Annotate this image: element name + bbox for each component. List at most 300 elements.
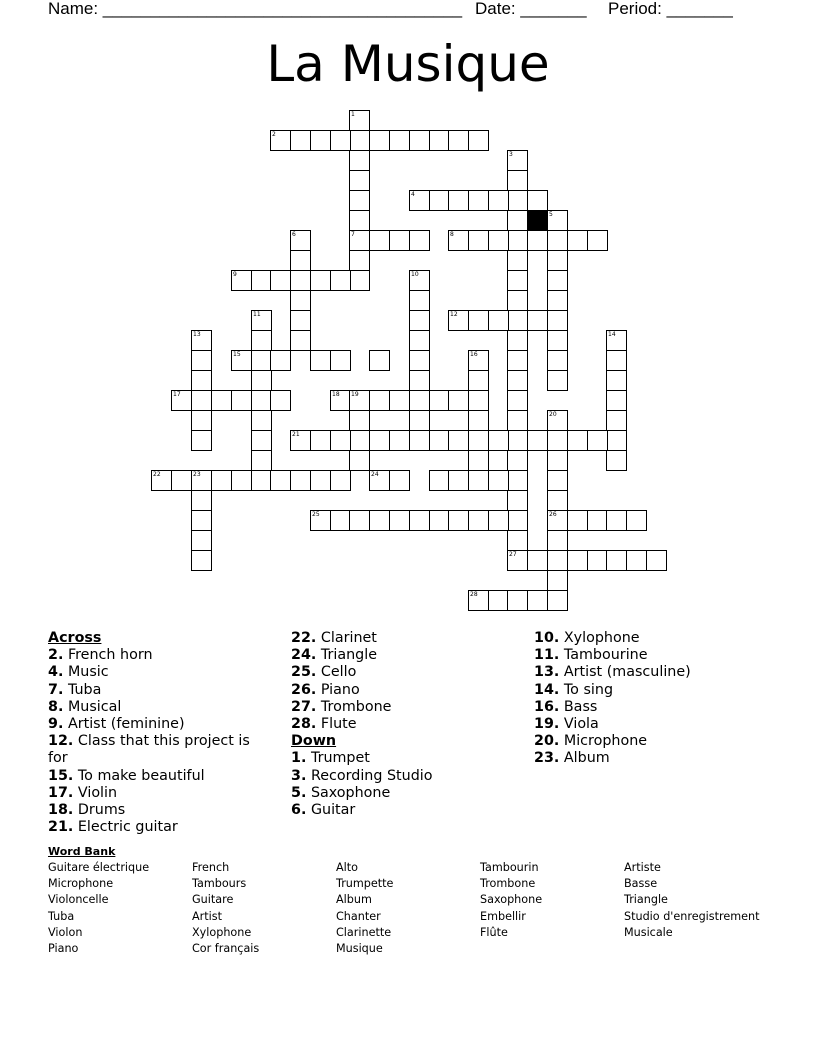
crossword-cell[interactable]	[507, 550, 528, 571]
crossword-cell[interactable]	[606, 390, 627, 411]
clue-number: 15	[233, 351, 241, 358]
crossword-cell[interactable]	[349, 250, 370, 271]
crossword-cell[interactable]	[547, 410, 568, 431]
crossword-cell[interactable]	[389, 510, 410, 531]
crossword-cell[interactable]	[290, 270, 311, 291]
crossword-cell[interactable]	[547, 570, 568, 591]
crossword-cell[interactable]	[606, 450, 627, 471]
crossword-cell[interactable]	[547, 290, 568, 311]
crossword-cell[interactable]	[330, 390, 351, 411]
crossword-cell[interactable]	[547, 430, 568, 451]
crossword-cell[interactable]	[468, 590, 489, 611]
crossword-cell[interactable]	[270, 130, 291, 151]
word-bank-item: Cor français	[192, 942, 260, 956]
word-bank-item: Studio d'enregistrement	[624, 909, 760, 923]
clue-number: 5.	[291, 784, 307, 801]
clue-number: 16.	[534, 698, 560, 715]
crossword-cell[interactable]	[409, 270, 430, 291]
crossword-cell[interactable]	[507, 370, 528, 391]
crossword-cell[interactable]	[488, 590, 509, 611]
crossword-cell[interactable]	[191, 430, 212, 451]
clue-number: 6.	[291, 802, 307, 819]
crossword-cell[interactable]	[547, 310, 568, 331]
word-bank-item: Clarinette	[336, 925, 392, 939]
word-bank-item: Triangle	[624, 893, 668, 907]
crossword-cell[interactable]	[527, 230, 548, 251]
crossword-cell[interactable]	[310, 350, 331, 371]
crossword-cell[interactable]	[448, 130, 469, 151]
crossword-cell[interactable]	[330, 470, 351, 491]
crossword-cell[interactable]	[389, 230, 410, 251]
crossword-cell[interactable]	[389, 390, 410, 411]
crossword-cell[interactable]	[290, 130, 311, 151]
crossword-cell[interactable]	[270, 390, 291, 411]
crossword-cell[interactable]	[488, 510, 509, 531]
crossword-cell[interactable]	[448, 430, 469, 451]
crossword-cell[interactable]	[231, 470, 252, 491]
crossword-cell[interactable]	[231, 350, 252, 371]
word-bank-item: Violoncelle	[48, 893, 109, 907]
crossword-cell[interactable]	[409, 190, 430, 211]
crossword-cell[interactable]	[448, 230, 469, 251]
clue-item	[291, 664, 511, 681]
crossword-cell[interactable]	[507, 470, 528, 491]
crossword-cell[interactable]	[488, 230, 509, 251]
clue-item	[48, 819, 273, 836]
crossword-cell[interactable]	[251, 330, 272, 351]
crossword-cell[interactable]	[606, 370, 627, 391]
crossword-cell[interactable]	[606, 410, 627, 431]
crossword-cell[interactable]	[369, 130, 390, 151]
crossword-cell[interactable]	[468, 370, 489, 391]
crossword-cell[interactable]	[349, 110, 370, 131]
crossword-cell[interactable]	[409, 350, 430, 371]
crossword-cell[interactable]	[507, 390, 528, 411]
crossword-cell[interactable]	[547, 370, 568, 391]
crossword-cell[interactable]	[409, 230, 430, 251]
clue-item	[48, 733, 273, 767]
clue-number: 10.	[534, 630, 560, 646]
name-field[interactable]: Name: ______________________________________	[48, 0, 463, 18]
crossword-cell[interactable]	[409, 130, 430, 151]
crossword-cell[interactable]	[527, 310, 548, 331]
crossword-cell[interactable]	[606, 350, 627, 371]
crossword-cell[interactable]	[191, 510, 212, 531]
crossword-cell[interactable]	[468, 390, 489, 411]
clues-column-3	[534, 630, 764, 768]
clue-text: Musical	[67, 698, 122, 715]
clue-text: Artist (masculine)	[563, 664, 691, 681]
clue-number: 20.	[534, 733, 560, 750]
crossword-cell[interactable]	[547, 250, 568, 271]
crossword-cell[interactable]	[290, 310, 311, 331]
crossword-cell[interactable]	[468, 470, 489, 491]
crossword-cell[interactable]	[389, 430, 410, 451]
crossword-cell[interactable]	[527, 430, 548, 451]
clue-text: Tambourine	[563, 647, 648, 664]
clue-item	[291, 630, 511, 647]
crossword-cell[interactable]	[389, 130, 410, 151]
clue-number: 9.	[48, 716, 64, 733]
crossword-cell[interactable]	[547, 270, 568, 291]
crossword-cell[interactable]	[349, 410, 370, 431]
crossword-cell[interactable]	[547, 470, 568, 491]
clue-number: 13	[193, 331, 201, 338]
clue-text: Artist (feminine)	[67, 716, 185, 733]
crossword-cell[interactable]	[488, 430, 509, 451]
crossword-cell[interactable]	[429, 470, 450, 491]
crossword-cell[interactable]	[547, 550, 568, 571]
crossword-cell[interactable]	[547, 450, 568, 471]
clue-text: Viola	[563, 716, 599, 733]
crossword-cell[interactable]	[429, 430, 450, 451]
crossword-cell[interactable]	[507, 250, 528, 271]
crossword-cell[interactable]	[349, 190, 370, 211]
crossword-cell[interactable]	[349, 270, 370, 291]
clue-number: 20	[549, 411, 557, 418]
crossword-cell[interactable]	[507, 150, 528, 171]
down-heading: Down	[291, 733, 337, 750]
clue-number: 2	[272, 131, 276, 138]
crossword-cell[interactable]	[270, 350, 291, 371]
word-bank-column	[48, 860, 188, 957]
crossword-cell[interactable]	[290, 430, 311, 451]
crossword-cell[interactable]	[409, 290, 430, 311]
clue-item	[291, 647, 511, 664]
crossword-cell[interactable]	[349, 230, 370, 251]
clue-number: 14	[608, 331, 616, 338]
crossword-cell[interactable]	[409, 430, 430, 451]
clue-text: Drums	[77, 802, 126, 819]
clue-number: 8.	[48, 698, 64, 715]
crossword-cell[interactable]	[191, 350, 212, 371]
crossword-cell[interactable]	[330, 130, 351, 151]
word-bank-item: Guitare électrique	[48, 861, 150, 874]
crossword-cell[interactable]	[507, 290, 528, 311]
clue-number: 28	[470, 591, 478, 598]
clue-number: 13.	[534, 664, 560, 681]
word-bank-item: Tambours	[192, 877, 247, 891]
crossword-cell[interactable]	[409, 390, 430, 411]
crossword-cell[interactable]	[606, 510, 627, 531]
crossword-cell[interactable]	[448, 390, 469, 411]
clue-number: 9	[233, 271, 237, 278]
clue-text: Guitar	[310, 802, 356, 819]
crossword-cell[interactable]	[349, 430, 370, 451]
word-bank-item: Chanter	[336, 909, 381, 923]
crossword-cell[interactable]	[527, 550, 548, 571]
word-bank-column	[480, 860, 620, 941]
clue-number: 1	[351, 111, 355, 118]
crossword-cell[interactable]	[507, 230, 528, 251]
crossword-cell[interactable]	[429, 390, 450, 411]
crossword-cell[interactable]	[310, 430, 331, 451]
clue-number: 5	[549, 211, 553, 218]
word-bank-item: Tambourin	[480, 861, 539, 874]
crossword-cell[interactable]	[547, 530, 568, 551]
crossword-cell[interactable]	[270, 270, 291, 291]
crossword-cell[interactable]	[507, 270, 528, 291]
crossword-cell[interactable]	[488, 310, 509, 331]
crossword-cell[interactable]	[330, 510, 351, 531]
crossword-cell[interactable]	[507, 330, 528, 351]
crossword-cell[interactable]	[409, 310, 430, 331]
crossword-cell[interactable]	[171, 390, 192, 411]
crossword-cell[interactable]	[567, 230, 588, 251]
crossword-cell[interactable]	[448, 510, 469, 531]
crossword-cell[interactable]	[606, 550, 627, 571]
crossword-cell[interactable]	[507, 210, 528, 231]
clue-item	[534, 682, 764, 699]
crossword-cell[interactable]	[290, 330, 311, 351]
clue-item	[534, 647, 764, 664]
word-bank-item: Guitare	[192, 893, 234, 907]
clue-number: 27	[509, 551, 517, 558]
crossword-cell[interactable]	[567, 430, 588, 451]
clue-text: Tuba	[67, 681, 102, 698]
crossword-cell[interactable]	[587, 230, 608, 251]
crossword-cell[interactable]	[349, 170, 370, 191]
crossword-cell[interactable]	[448, 310, 469, 331]
crossword-cell[interactable]	[151, 470, 172, 491]
clue-number: 12.	[48, 733, 74, 750]
crossword-cell[interactable]	[429, 190, 450, 211]
crossword-cell[interactable]	[527, 190, 548, 211]
word-bank-heading: Word Bank	[48, 845, 116, 858]
word-bank-column	[192, 860, 332, 957]
crossword-cell[interactable]	[448, 470, 469, 491]
crossword-cell[interactable]	[587, 550, 608, 571]
crossword-cell[interactable]	[507, 450, 528, 471]
clue-text: Piano	[320, 681, 360, 698]
clue-text: Album	[563, 750, 610, 767]
crossword-cell[interactable]	[369, 510, 390, 531]
crossword-cell[interactable]	[251, 410, 272, 431]
word-bank-item: Musicale	[624, 925, 673, 939]
crossword-cell[interactable]	[468, 310, 489, 331]
clue-number: 1.	[291, 750, 307, 767]
date-field[interactable]: Date: _______	[475, 0, 587, 18]
crossword-cell[interactable]	[547, 590, 568, 611]
down-clue-list	[291, 750, 511, 819]
crossword-cell[interactable]	[468, 450, 489, 471]
crossword-cell[interactable]	[547, 230, 568, 251]
crossword-cell[interactable]	[191, 470, 212, 491]
crossword-cell[interactable]	[369, 430, 390, 451]
crossword-cell[interactable]	[429, 130, 450, 151]
crossword-cell[interactable]	[567, 550, 588, 571]
crossword-cell[interactable]	[409, 330, 430, 351]
crossword-cell[interactable]	[251, 450, 272, 471]
crossword-cell[interactable]	[409, 410, 430, 431]
crossword-cell[interactable]	[290, 470, 311, 491]
crossword-cell[interactable]	[191, 550, 212, 571]
clue-item	[291, 785, 511, 802]
across-clue-list-continued	[291, 630, 511, 733]
clue-item	[534, 733, 764, 750]
crossword-cell[interactable]	[349, 130, 370, 151]
clue-number: 17.	[48, 784, 74, 801]
crossword-cell[interactable]	[429, 510, 450, 531]
clue-item	[291, 802, 511, 819]
crossword-cell[interactable]	[349, 450, 370, 471]
crossword-cell[interactable]	[507, 410, 528, 431]
crossword-cell[interactable]	[211, 390, 232, 411]
crossword-cell[interactable]	[310, 130, 331, 151]
clue-number: 19.	[534, 716, 560, 733]
crossword-cell[interactable]	[231, 270, 252, 291]
crossword-cell[interactable]	[507, 590, 528, 611]
period-field[interactable]: Period: _______	[608, 0, 733, 18]
crossword-cell[interactable]	[231, 390, 252, 411]
across-clue-list	[48, 647, 273, 836]
crossword-cell[interactable]	[606, 330, 627, 351]
crossword-cell[interactable]	[310, 270, 331, 291]
clue-number: 8	[450, 231, 454, 238]
crossword-cell[interactable]	[409, 510, 430, 531]
crossword-cell[interactable]	[270, 470, 291, 491]
clues-column-2	[291, 630, 511, 819]
clue-number: 7	[351, 231, 355, 238]
clue-number: 24	[371, 471, 379, 478]
crossword-cell[interactable]	[310, 510, 331, 531]
clue-number: 2.	[48, 647, 64, 664]
clue-item	[48, 802, 273, 819]
crossword-cell[interactable]	[290, 230, 311, 251]
clue-number: 23.	[534, 750, 560, 767]
crossword-cell[interactable]	[626, 510, 647, 531]
crossword-cell[interactable]	[587, 510, 608, 531]
crossword-cell[interactable]	[191, 410, 212, 431]
crossword-cell[interactable]	[547, 490, 568, 511]
across-heading: Across	[48, 630, 102, 646]
clue-text: Microphone	[563, 733, 648, 750]
clue-text: Xylophone	[563, 630, 640, 646]
clue-item	[534, 630, 764, 647]
crossword-cell[interactable]	[389, 470, 410, 491]
crossword-cell[interactable]	[251, 470, 272, 491]
crossword-cell[interactable]	[547, 210, 568, 231]
clues-column-1	[48, 630, 273, 836]
crossword-cell[interactable]	[547, 510, 568, 531]
crossword-cell[interactable]	[488, 190, 509, 211]
clue-item	[534, 716, 764, 733]
clue-text: Recording Studio	[310, 767, 433, 784]
crossword-cell[interactable]	[587, 430, 608, 451]
word-bank-item: Artiste	[624, 861, 661, 874]
clue-number: 18	[332, 391, 340, 398]
crossword-cell[interactable]	[251, 350, 272, 371]
clue-text: Music	[67, 664, 109, 681]
crossword-cell[interactable]	[507, 170, 528, 191]
crossword-cell[interactable]	[507, 430, 528, 451]
crossword-cell[interactable]	[468, 350, 489, 371]
crossword-cell[interactable]	[606, 430, 627, 451]
crossword-cell[interactable]	[468, 230, 489, 251]
crossword-cell[interactable]	[468, 510, 489, 531]
crossword-cell[interactable]	[330, 350, 351, 371]
page-title: La Musique	[266, 35, 550, 93]
crossword-cell[interactable]	[349, 150, 370, 171]
crossword-cell[interactable]	[191, 330, 212, 351]
crossword-cell[interactable]	[369, 350, 390, 371]
clue-item	[291, 682, 511, 699]
clue-item	[291, 716, 511, 733]
crossword-cell[interactable]	[507, 510, 528, 531]
crossword-cell[interactable]	[646, 550, 667, 571]
clue-number: 23	[193, 471, 201, 478]
crossword-cell[interactable]	[507, 350, 528, 371]
clue-item	[48, 647, 273, 664]
crossword-cell[interactable]	[290, 290, 311, 311]
crossword-cell[interactable]	[191, 530, 212, 551]
crossword-cell[interactable]	[211, 470, 232, 491]
crossword-cell[interactable]	[507, 490, 528, 511]
crossword-cell[interactable]	[310, 470, 331, 491]
crossword-cell[interactable]	[468, 410, 489, 431]
word-bank-item: Violon	[48, 925, 83, 939]
crossword-cell[interactable]	[369, 390, 390, 411]
word-bank-item: Alto	[336, 861, 358, 874]
crossword-cell[interactable]	[468, 130, 489, 151]
clue-item	[291, 699, 511, 716]
crossword-cell[interactable]	[251, 390, 272, 411]
crossword-cell[interactable]	[251, 270, 272, 291]
crossword-cell[interactable]	[251, 310, 272, 331]
crossword-cell[interactable]	[567, 510, 588, 531]
clue-number: 21.	[48, 819, 74, 836]
crossword-cell[interactable]	[251, 430, 272, 451]
crossword-cell[interactable]	[330, 430, 351, 451]
crossword-cell[interactable]	[191, 370, 212, 391]
clue-number: 18.	[48, 802, 74, 819]
crossword-cell[interactable]	[448, 190, 469, 211]
crossword-cell[interactable]	[527, 590, 548, 611]
crossword-cell[interactable]	[191, 390, 212, 411]
crossword-cell[interactable]	[349, 390, 370, 411]
crossword-cell[interactable]	[251, 370, 272, 391]
crossword-cell[interactable]	[191, 490, 212, 511]
crossword-cell[interactable]	[507, 310, 528, 331]
crossword-cell[interactable]	[171, 470, 192, 491]
crossword-cell[interactable]	[547, 330, 568, 351]
crossword-cell[interactable]	[468, 190, 489, 211]
crossword-cell[interactable]	[507, 530, 528, 551]
word-bank-item: Microphone	[48, 877, 114, 891]
crossword-cell[interactable]	[290, 250, 311, 271]
clue-item	[48, 768, 273, 785]
crossword-cell[interactable]	[547, 350, 568, 371]
crossword-cell[interactable]	[409, 370, 430, 391]
clue-text: Saxophone	[310, 784, 391, 801]
crossword-cell[interactable]	[369, 470, 390, 491]
crossword-cell[interactable]	[507, 190, 528, 211]
crossword-cell[interactable]	[330, 270, 351, 291]
clue-number: 10	[411, 271, 419, 278]
crossword-cell[interactable]	[349, 210, 370, 231]
crossword-cell[interactable]	[369, 230, 390, 251]
clue-item	[291, 750, 511, 767]
crossword-cell[interactable]	[626, 550, 647, 571]
crossword-cell[interactable]	[468, 430, 489, 451]
clue-item	[48, 664, 273, 681]
clue-item	[48, 682, 273, 699]
clue-number: 17	[173, 391, 181, 398]
clue-number: 3.	[291, 767, 307, 784]
clue-number: 7.	[48, 681, 64, 698]
crossword-cell[interactable]	[488, 470, 509, 491]
crossword-cell[interactable]	[349, 510, 370, 531]
